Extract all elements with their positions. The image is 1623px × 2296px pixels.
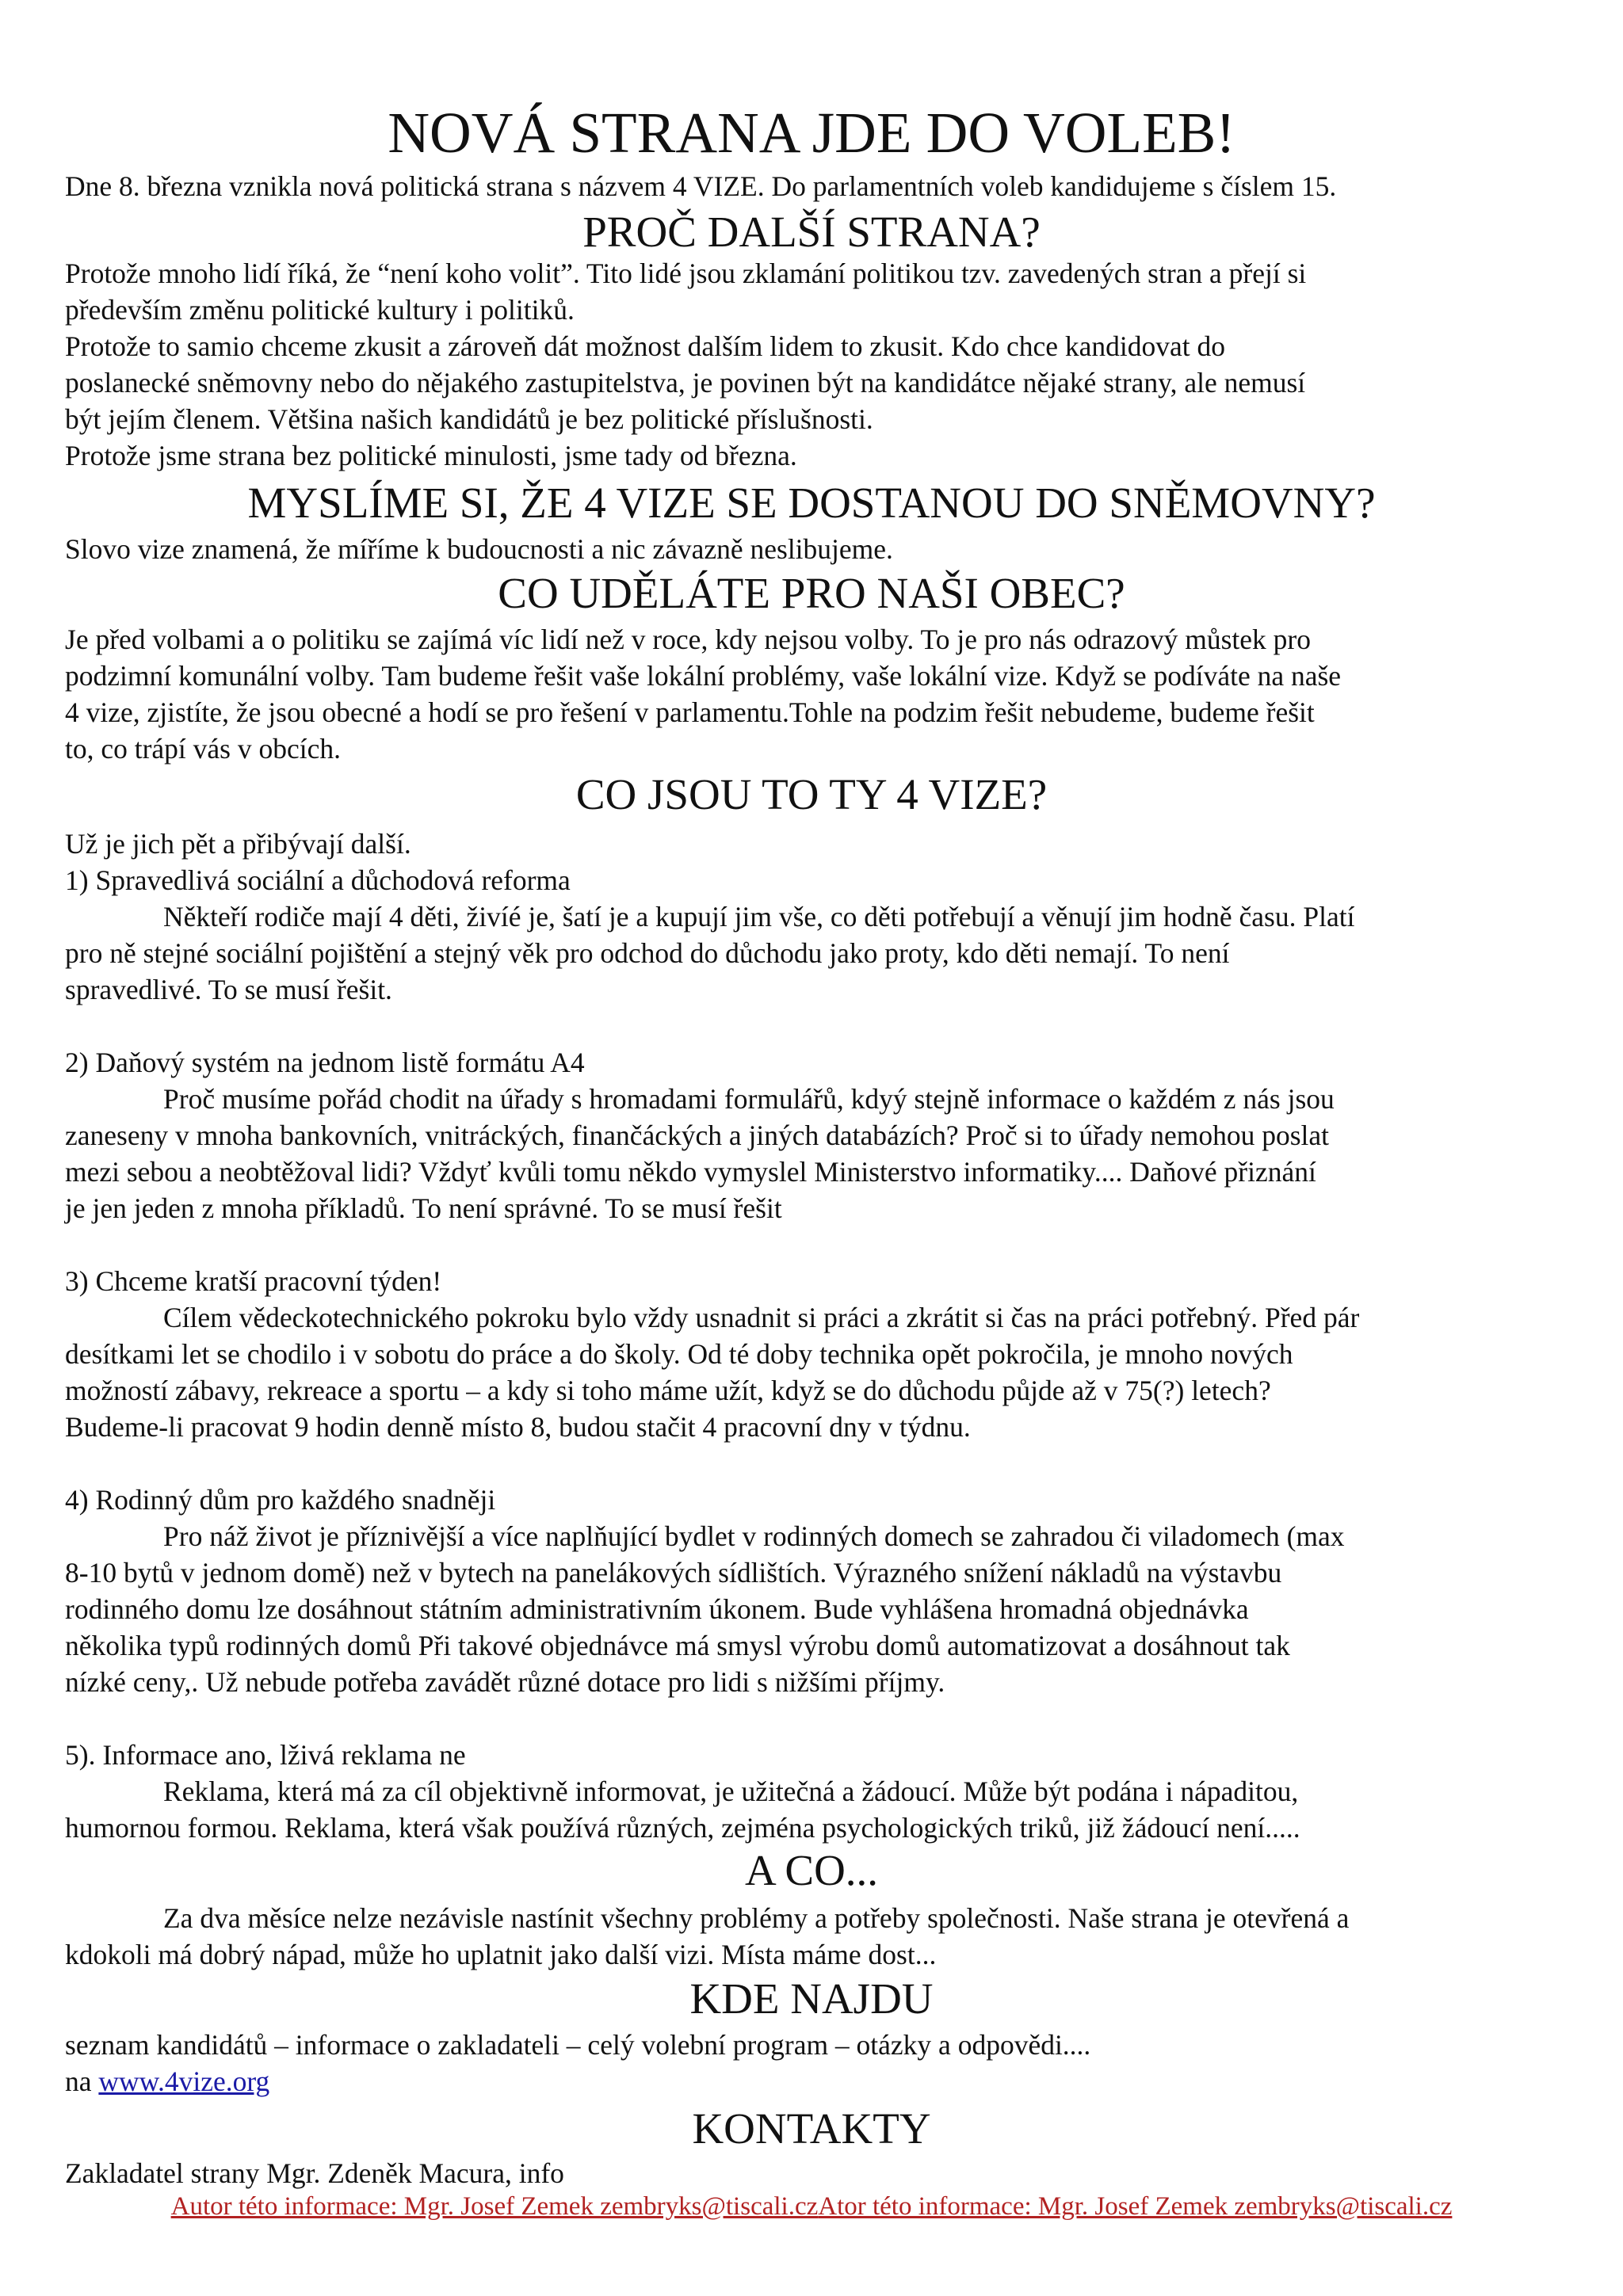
vision-3-line-2: desítkami let se chodilo i v sobotu do práce a do školy. Od té doby technika opět pokročila, je mnoho nových — [65, 1338, 1293, 1370]
footer-author-a: Autor této informace: Mgr. Josef Zemek zembryks@tiscali.cz — [170, 2192, 819, 2221]
town-line-4: to, co trápí vás v obcích. — [65, 733, 341, 765]
vision-4-line-4: několika typů rodinných domů Při takové objednávce má smysl výrobu domů automatizovat a dosáhnout tak — [65, 1630, 1290, 1661]
heading-contacts: KONTAKTY — [692, 2104, 931, 2153]
why-line-5: být jejím členem. Většina našich kandidátů je bez politické příslušnosti. — [65, 403, 873, 435]
why-line-2: především změnu politické kultury i politiků. — [65, 294, 575, 326]
where-link-prefix: na — [65, 2065, 92, 2097]
where-line: seznam kandidátů – informace o zakladateli – celý volební program – otázky a odpovědi.... — [65, 2029, 1091, 2061]
town-line-3: 4 vize, zjistíte, že jsou obecné a hodí se pro řešení v parlamentu.Tohle na podzim řešit nebudeme, budeme řešit — [65, 696, 1315, 728]
vision-5-line-1: Reklama, která má za cíl objektivně informovat, je užitečná a žádoucí. Může být podána i nápaditou, — [163, 1775, 1299, 1807]
heading-town: CO UDĚLÁTE PRO NAŠI OBEC? — [498, 569, 1125, 617]
vision-2-line-4: je jen jeden z mnoha příkladů. To není správné. To se musí řešit — [65, 1192, 782, 1224]
vision-3-line-1: Cílem vědeckotechnického pokroku bylo vždy usnadnit si práci a zkrátit si čas na práci potřebný. Před pár — [163, 1302, 1360, 1333]
where-link-line — [65, 2063, 1571, 2100]
founder-line: Zakladatel strany Mgr. Zdeněk Macura, info — [65, 2157, 564, 2189]
footer-author — [0, 2190, 1623, 2223]
website-link[interactable]: www.4vize.org — [98, 2065, 270, 2097]
think-line-1: Slovo vize znamená, že míříme k budoucnosti a nic závazně neslibujeme. — [65, 533, 893, 565]
town-line-1: Je před volbami a o politiku se zajímá víc lidí než v roce, kdy nejsou volby. To je pro nás odrazový můstek pro — [65, 624, 1311, 655]
visions-intro: Už je jich pět a přibývají další. — [65, 828, 411, 860]
vision-1-line-1: Někteří rodiče mají 4 děti, živíé je, šatí je a kupují jim vše, co děti potřebují a věnují jim hodně času. Platí — [163, 901, 1355, 933]
why-line-3: Protože to samio chceme zkusit a zároveň dát možnost dalším lidem to zkusit. Kdo chce kandidovat do — [65, 330, 1225, 362]
vision-2-title: 2) Daňový systém na jednom listě formátu A4 — [65, 1047, 585, 1078]
heading-why: PROČ DALŠÍ STRANA? — [582, 208, 1041, 256]
vision-5-title: 5). Informace ano, lživá reklama ne — [65, 1739, 466, 1771]
heading-think: MYSLÍME SI, ŽE 4 VIZE SE DOSTANOU DO SNĚMOVNY? — [247, 479, 1376, 527]
why-line-4: poslanecké sněmovny nebo do nějakého zastupitelstva, je povinen být na kandidátce nějaké strany, ale nemusí — [65, 367, 1306, 399]
aco-line-2: kdokoli má dobrý nápad, může ho uplatnit jako další vizi. Místa máme dost... — [65, 1939, 937, 1970]
vision-4-title: 4) Rodinný dům pro každého snadněji — [65, 1484, 496, 1516]
vision-5-line-2: humornou formou. Reklama, která však používá různých, zejména psychologických triků, již žádoucí není..... — [65, 1812, 1300, 1844]
vision-4-line-2: 8-10 bytů v jednom domě) než v bytech na panelákových sídlištích. Výrazného snížení nákladů na výstavbu — [65, 1557, 1282, 1589]
vision-2-line-2: zaneseny v mnoha bankovních, vnitráckých, finančáckých a jiných databázích? Proč si to úřady nemohou poslat — [65, 1119, 1329, 1151]
footer-author-b: Ator této informace: Mgr. Josef Zemek zembryks@tiscali.cz — [818, 2192, 1453, 2221]
vision-3-title: 3) Chceme kratší pracovní týden! — [65, 1265, 442, 1297]
heading-visions: CO JSOU TO TY 4 VIZE? — [575, 770, 1048, 818]
vision-3-line-3: možností zábavy, rekreace a sportu – a kdy si toho máme užít, když se do důchodu půjde až v 75(?) letech? — [65, 1375, 1271, 1406]
why-line-6: Protože jsme strana bez politické minulosti, jsme tady od března. — [65, 440, 797, 471]
why-line-1: Protože mnoho lidí říká, že “není koho volit”. Tito lidé jsou zklamání politikou tzv. zavedených stran a přejí si — [65, 257, 1307, 289]
intro-text: Dne 8. března vznikla nová politická strana s názvem 4 VIZE. Do parlamentních voleb kandidujeme s číslem 15. — [65, 170, 1337, 202]
vision-2-line-1: Proč musíme pořád chodit na úřady s hromadami formulářů, kdyý stejně informace o každém z nás jsou — [163, 1083, 1335, 1115]
vision-1-line-3: spravedlivé. To se musí řešit. — [65, 974, 392, 1005]
vision-4-line-1: Pro náž život je příznivější a více naplňující bydlet v rodinných domech se zahradou či viladomech (max — [163, 1520, 1345, 1552]
vision-1-line-2: pro ně stejné sociální pojištění a stejný věk pro odchod do důchodu jako proty, kdo děti nemají. To není — [65, 937, 1230, 969]
heading-where: KDE NAJDU — [689, 1974, 934, 2023]
town-line-2: podzimní komunální volby. Tam budeme řešit vaše lokální problémy, vaše lokální vize. Když se podíváte na naše — [65, 660, 1342, 692]
main-heading: NOVÁ STRANA JDE DO VOLEB! — [388, 101, 1235, 165]
vision-3-line-4: Budeme-li pracovat 9 hodin denně místo 8, budou stačit 4 pracovní dny v týdnu. — [65, 1411, 971, 1443]
vision-4-line-3: rodinného domu lze dosáhnout státním administrativním úkonem. Bude vyhlášena hromadná objednávka — [65, 1593, 1249, 1625]
aco-line-1: Za dva měsíce nelze nezávisle nastínit všechny problémy a potřeby společnosti. Naše strana je otevřená a — [163, 1902, 1350, 1934]
vision-1-title: 1) Spravedlivá sociální a důchodová reforma — [65, 864, 571, 896]
vision-4-line-5: nízké ceny,. Už nebude potřeba zavádět různé dotace pro lidi s nižšími příjmy. — [65, 1666, 945, 1698]
heading-aco: A CO... — [744, 1846, 879, 1894]
vision-2-line-3: mezi sebou a neobtěžoval lidi? Vždyť kvůli tomu někdo vymyslel Ministerstvo informatiky.... Daňové přiznání — [65, 1156, 1316, 1188]
